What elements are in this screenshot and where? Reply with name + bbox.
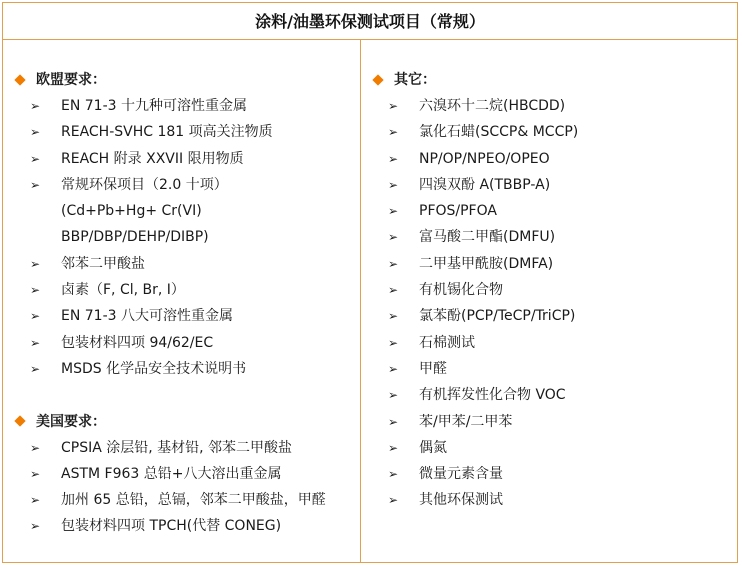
list-item: ➢ 常规环保项目（2.0 十项） xyxy=(13,172,358,198)
arrow-bullet-icon: ➢ xyxy=(388,309,399,324)
list-item: ➢ EN 71-3 八大可溶性重金属 xyxy=(13,303,358,329)
eu-section-heading xyxy=(13,67,358,93)
arrow-bullet-icon: ➢ xyxy=(388,230,399,245)
arrow-bullet-icon: ➢ xyxy=(30,519,41,534)
column-divider xyxy=(360,40,361,562)
arrow-bullet-icon: ➢ xyxy=(30,335,41,350)
list-item: ➢ 富马酸二甲酯(DMFU) xyxy=(371,224,731,250)
list-item: ➢ REACH-SVHC 181 项高关注物质 xyxy=(13,119,358,145)
list-item: ➢ 苯/甲苯/二甲苯 xyxy=(371,409,731,435)
arrow-bullet-icon: ➢ xyxy=(388,467,399,482)
list-item: ➢ 氯苯酚(PCP/TeCP/TriCP) xyxy=(371,303,731,329)
arrow-bullet-icon: ➢ xyxy=(30,99,41,113)
arrow-bullet-icon: ➢ xyxy=(30,466,41,481)
arrow-bullet-icon: ➢ xyxy=(388,204,399,219)
diamond-bullet-icon xyxy=(372,74,383,85)
section-gap xyxy=(13,382,358,408)
arrow-bullet-icon: ➢ xyxy=(388,283,399,298)
arrow-bullet-icon: ➢ xyxy=(30,493,41,508)
arrow-bullet-icon: ➢ xyxy=(388,151,399,166)
list-item: ➢ REACH 附录 XXVII 限用物质 xyxy=(13,146,358,172)
arrow-bullet-icon: ➢ xyxy=(30,283,41,298)
list-item: ➢ PFOS/PFOA xyxy=(371,198,731,224)
list-item: ➢ 其他环保测试 xyxy=(371,487,731,513)
list-item-continuation: (Cd+Pb+Hg+ Cr(VI) xyxy=(61,203,202,220)
left-column xyxy=(13,67,358,540)
arrow-bullet-icon: ➢ xyxy=(30,309,41,324)
arrow-bullet-icon: ➢ xyxy=(30,256,41,271)
diamond-bullet-icon xyxy=(14,74,25,85)
list-item: ➢ 邻苯二甲酸盐 xyxy=(13,251,358,277)
list-item: ➢ 有机锡化合物 xyxy=(371,277,731,303)
arrow-bullet-icon: ➢ xyxy=(388,493,399,508)
us-section-heading xyxy=(13,409,358,435)
list-item-continuation: BBP/DBP/DEHP/DIBP) xyxy=(61,229,209,246)
arrow-bullet-icon: ➢ xyxy=(30,361,41,376)
list-item: ➢ 包装材料四项 TPCH(代替 CONEG) xyxy=(13,513,358,539)
eu-heading-text: 欧盟要求： xyxy=(36,72,106,88)
table-frame xyxy=(2,2,738,563)
diamond-bullet-icon xyxy=(14,415,25,426)
arrow-bullet-icon: ➢ xyxy=(30,177,41,192)
arrow-bullet-icon: ➢ xyxy=(388,388,399,403)
arrow-bullet-icon: ➢ xyxy=(388,125,399,140)
arrow-bullet-icon: ➢ xyxy=(30,125,41,140)
arrow-bullet-icon: ➢ xyxy=(388,256,399,271)
page-title: 涂料/油墨环保测试项目（常规） xyxy=(3,3,737,40)
arrow-bullet-icon: ➢ xyxy=(388,177,399,192)
arrow-bullet-icon: ➢ xyxy=(388,440,399,455)
us-heading-text: 美国要求： xyxy=(36,413,106,430)
other-section-heading xyxy=(371,67,731,93)
arrow-bullet-icon: ➢ xyxy=(388,361,399,376)
list-item: ➢ 二甲基甲酰胺(DMFA) xyxy=(371,251,731,277)
arrow-bullet-icon: ➢ xyxy=(388,99,399,113)
list-item: ➢ 氯化石蜡(SCCP& MCCP) xyxy=(371,119,731,145)
list-item: ➢ 包装材料四项 94/62/EC xyxy=(13,330,358,356)
arrow-bullet-icon: ➢ xyxy=(30,440,41,455)
list-item: ➢ 甲醛 xyxy=(371,356,731,382)
list-item: ➢ 卤素（F, Cl, Br, I） xyxy=(13,277,358,303)
list-item: ➢ 偶氮 xyxy=(371,435,731,461)
list-item: ➢ MSDS 化学品安全技术说明书 xyxy=(13,356,358,382)
list-item: ➢ 四溴双酚 A(TBBP-A) xyxy=(371,172,731,198)
list-item: ➢ ASTM F963 总铅+八大溶出重金属 xyxy=(13,461,358,487)
list-item: ➢ EN 71-3 十九种可溶性重金属 xyxy=(13,93,358,119)
list-item: ➢ 微量元素含量 xyxy=(371,461,731,487)
right-column xyxy=(371,67,731,514)
list-item: ➢ 加州 65 总铅，总镉，邻苯二甲酸盐，甲醛 xyxy=(13,487,358,513)
list-item: ➢ CPSIA 涂层铅, 基材铅, 邻苯二甲酸盐 xyxy=(13,435,358,461)
list-item: ➢ 石棉测试 xyxy=(371,330,731,356)
arrow-bullet-icon: ➢ xyxy=(388,414,399,429)
list-item: ➢ NP/OP/NPEO/OPEO xyxy=(371,146,731,172)
other-heading-text: 其它： xyxy=(394,72,436,88)
list-item: ➢ 六溴环十二烷(HBCDD) xyxy=(371,93,731,119)
arrow-bullet-icon: ➢ xyxy=(388,335,399,350)
arrow-bullet-icon: ➢ xyxy=(30,151,41,166)
list-item: ➢ 有机挥发性化合物 VOC xyxy=(371,382,731,408)
